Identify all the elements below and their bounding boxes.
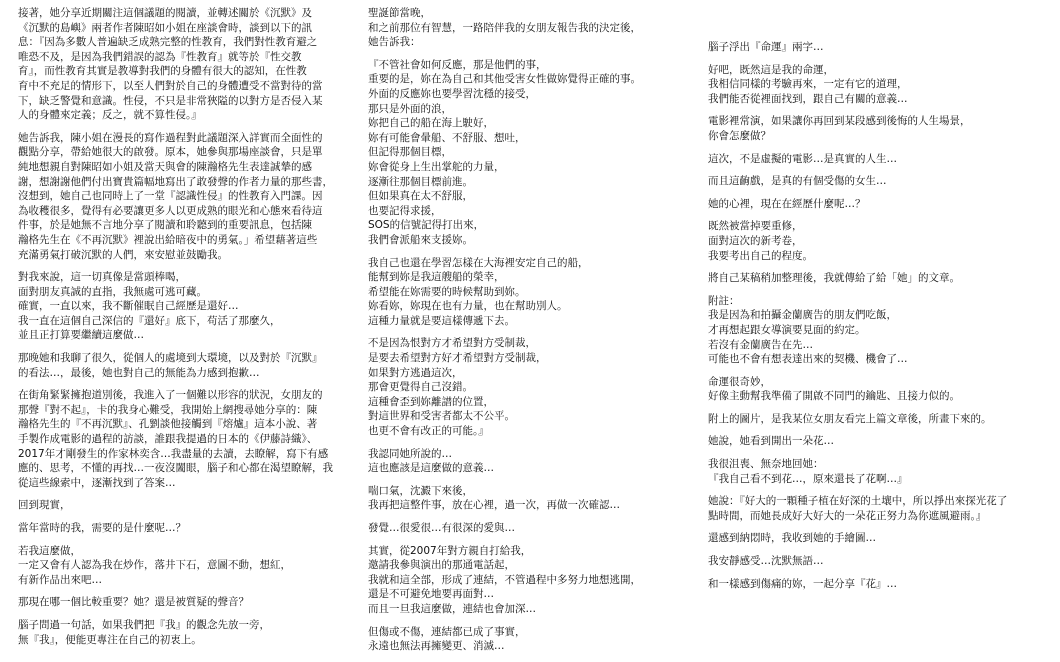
text-line: 好像主動幫我準備了開啟不同門的鑰匙、且接力似的。 [708,390,960,403]
text-line: 但傷或不傷，連結都已成了事實， [368,625,526,638]
paragraph [708,434,1044,449]
text-line: 還感到納悶時，我收到她的手繪圖… [708,532,876,545]
text-line: 這也應該是這麼做的意義… [368,462,494,475]
paragraph [368,625,686,654]
text-line: 妳把自己的船在海上駛好， [368,117,494,130]
text-line: 若沒有金蘭廣告在先… [708,338,813,351]
text-line: 希望能在妳需要的時候幫助到妳。 [368,285,526,298]
text-line: 你會怎麼做？ [708,129,771,142]
paragraph [368,58,686,248]
paragraph [18,351,338,380]
text-line: 命運很奇妙， [708,375,771,388]
text-line: 確實，一直以來，我不斷催眠自己經歷是還好… [18,300,239,313]
text-line: 電影裡常演，如果讓你再回到某段感到後悔的人生場景， [708,115,971,128]
paragraph [708,219,1044,263]
text-line: 瀚格先生在《不再沉默》裡說出給暗夜中的勇氣。」希望藉著這些 [18,233,318,246]
text-line: 我是因為和拍攝金蘭廣告的朋友們吃飯， [708,309,897,322]
text-line: 永遠也無法再擁變更、消滅… [368,640,505,653]
text-line: 育』，而性教育其實是教導對我們的身體有很大的認知，在性教 [18,65,307,78]
text-line: 她說，她看到開出一朵花… [708,435,834,448]
text-line: 我很沮喪、無奈地回她： [708,458,824,471]
text-line: 可能也不會有想表達出來的契機、機會了… [708,353,908,366]
text-line: 在街角緊緊擁抱道別後，我進入了一個難以形容的狀況，女朋友的 [18,389,323,402]
text-line: 的看法…，最後，她也對自己的無能為力感到抱歉… [18,366,260,379]
text-line: 人的身體來定義；反之，就不算性侵。』 [18,109,202,122]
text-line: 喘口氣，沈澱下來後， [368,484,473,497]
text-line: 育中不充足的情形下，以至人們對於自己的身體遭受不當對待的當 [18,79,323,92]
paragraph [18,388,338,490]
text-line: 也更不會有改正的可能。』 [368,425,489,438]
paragraph [708,174,1044,189]
text-line: 我就和這全部，形成了連結，不管過程中多努力地想逃開， [368,573,641,586]
text-line: 我們能否從裡面找到，跟自己有關的意義… [708,92,908,105]
text-line: 我安靜感受…沈默無語… [708,555,824,568]
text-column-left [18,6,338,655]
text-line: 充滿勇氣打破沉默的人們，來安慰並鼓勵我。 [18,248,228,261]
paragraph [368,544,686,617]
paragraph [708,375,1044,404]
text-line: 這次，不是虛擬的電影…是真實的人生… [708,152,897,165]
text-line: 我認同她所說的… [368,447,452,460]
text-line: 對我來說，這一切真像是當頭棒喝， [18,271,186,284]
paragraph [368,484,686,513]
text-line: 不是因為恨對方才希望對方受制裁， [368,337,536,350]
paragraph [368,6,686,50]
paragraph [708,152,1044,167]
text-line: 還是不可避免地要再面對… [368,588,494,601]
text-line: 逐漸往那個目標前進。 [368,175,473,188]
text-line: 聖誕節當晚， [368,7,431,19]
text-line: 那只是外面的浪， [368,102,452,115]
text-line: 其實，從2007年對方親自打給我， [368,544,532,557]
text-line: 重要的是，妳在為自己和其他受害女性做妳覺得正確的事。 [368,73,641,86]
text-line: 她的心裡，現在在經歷什麼呢…？ [708,197,866,210]
text-line: 當年當時的我，需要的是什麼呢…？ [18,522,186,534]
text-line: 她告訴我： [368,36,421,49]
text-line: 謝，想謝謝他們付出寶貴篇幅地寫出了敢發聲的作者力量的那些書， [18,175,333,188]
paragraph [18,6,338,123]
text-line: 外面的反應妳也要學習沈穩的接受， [368,87,536,100]
text-line: 而且一旦我這麼做，連結也會加深… [368,602,536,615]
text-line: 有新作品出來吧… [18,573,102,586]
text-line: 那聲『對不起』，卡的我身心難受，我開始上網搜尋她分享的：陳 [18,403,318,416]
paragraph [708,577,1044,592]
text-line: 是要去希望對方好才希望對方受制裁， [368,352,547,365]
text-line: 對這世界和受害者都太不公平。 [368,410,515,423]
text-line: 那會更覺得自己沒錯。 [368,381,473,394]
paragraph [708,294,1044,367]
text-line: 但記得那個目標， [368,146,452,159]
text-column-right [708,40,1044,599]
text-line: 唯恐不及，是因為我們錯誤的認為『性教育』就等於『性交教 [18,50,302,63]
text-line: 我一直在這個自己深信的『還好』底下，苟活了那麼久， [18,314,281,327]
text-line: 若我這麼做， [18,544,81,557]
text-line: 純地想親自對陳昭如小姐及當天與會的陳瀚格先生表達誠摯的感 [18,160,312,173]
text-line: 點時間，而她長成好大好大的一朵花正努力為你遮風避雨。』 [708,509,987,522]
text-line: 『我自己看不到花…，原來還長了花啊…』 [708,472,908,485]
text-line: 而且這齣戲，是真的有個受傷的女生… [708,175,887,188]
text-line: 沒想到，她自己也同時上了一堂『認識性侵』的性教育入門課。因 [18,190,323,203]
text-line: 回到現實， [18,499,71,512]
paragraph [18,595,338,610]
text-line: 好吧，既然這是我的命運， [708,63,834,76]
text-line: 並且正打算要繼續這麼做… [18,329,144,342]
text-line: 下，缺乏警覺和意識。性侵，不只是非常狹隘的以對方是否侵入某 [18,94,323,107]
text-line: 我自己也還在學習怎樣在大海裡安定自己的船， [368,256,589,269]
text-line: 既然被當掉要重修， [708,220,803,233]
text-line: 接著，她分享近期關注這個議題的閱讀，並轉述關於《沉默》及 [18,7,312,19]
text-line: 手製作成電影的過程的訪談，誰跟我提過的日本的《伊藤詩織》、 [18,433,318,446]
paragraph [708,457,1044,486]
text-line: 她說：『好大的一顆種子植在好深的土壤中，所以掙出來探光花了 [708,495,1008,508]
paragraph [708,197,1044,212]
text-line: 觀點分享，帶給她很大的啟發。原本，她參與那場座談會，只是單 [18,146,323,159]
text-line: 應的、思考，不懂的再找…一夜沒闔眼，腦子和心都在渴望瞭解，我 [18,462,333,475]
text-column-middle [368,6,686,662]
text-line: 妳看妳，妳現在也有力量，也在幫助別人。 [368,300,568,313]
paragraph [708,114,1044,143]
text-line: 才再想起跟女導演要見面的約定。 [708,323,866,336]
text-line: 面對這次的新考卷， [708,234,803,247]
paragraph [368,447,686,476]
paragraph [18,131,338,262]
text-line: 腦子問過一句話，如果我們把『我』的觀念先放一旁， [18,618,270,631]
text-line: 附上的圖片，是我某位女朋友看完上篇文章後，所畫下來的。 [708,412,992,425]
text-line: 也要記得求援， [368,204,442,217]
text-line: 能幫到妳是我這艘船的榮幸， [368,271,505,284]
text-line: 發覺…很愛很…有很深的愛與… [368,522,515,534]
paragraph [708,494,1044,523]
paragraph [18,270,338,343]
text-line: 但如果真在太不舒服， [368,190,473,203]
text-line: 一定又會有人認為我在炒作，落井下石，意圖不動，想紅， [18,559,291,572]
paragraph [708,531,1044,546]
paragraph [368,256,686,329]
text-line: 邀請我參與演出的那通電話起， [368,559,515,572]
paragraph [708,63,1044,107]
text-line: 她告訴我，陳小姐在漫長的寫作過程對此議題深入詳實而全面性的 [18,131,323,144]
paragraph [708,40,1044,55]
text-line: 我再把這整件事，放在心裡，過一次，再做一次確認… [368,499,620,512]
text-line: 我們會派船來支援妳。 [368,233,473,246]
text-line: 附註： [708,294,740,307]
paragraph [18,544,338,588]
text-line: 我要考出自己的程度。 [708,249,813,262]
paragraph [18,498,338,513]
paragraph [368,336,686,438]
text-line: 和一樣感到傷痛的妳，一起分享『花』… [708,577,897,590]
text-line: 如果對方逃過這次， [368,366,463,379]
text-line: 妳有可能會暈船、不舒服、想吐， [368,131,526,144]
paragraph [708,412,1044,427]
text-line: 那晚她和我聊了很久，從個人的處境到大環境，以及對於『沉默』 [18,352,323,365]
text-line: 腦子浮出『命運』兩字… [708,41,824,53]
paragraph [18,618,338,647]
text-line: 件事，於是她無不言地分享了閱讀和聆聽到的重要訊息，包括陳 [18,219,312,232]
text-line: 息：『因為多數人普遍缺乏成熟完整的性教育，我們對性教育避之 [18,36,318,49]
text-line: 將自己某稿稍加整理後，我就傳給了給「她」的文章。 [708,272,960,285]
text-line: 這種會歪到妳離譜的位置， [368,395,494,408]
text-line: 『不管社會如何反應，那是他們的事， [368,58,547,71]
text-line: 和之前那位有智慧，一路陪伴我的女朋友報告我的決定後， [368,21,641,34]
text-line: 瀚格先生的『不再沉默』、孔劉談他接觸到『熔爐』這本小說、著 [18,418,318,431]
text-line: 《沉默的島嶼》兩者作者陳昭如小姐在座談會時，談到以下的訊 [18,21,312,34]
text-line: 那現在哪一個比較重要？她？還是被質疑的聲音？ [18,596,249,609]
text-line: 2017年才剛發生的作家林奕含…我盡量的去讀，去瞭解，寫下有感 [18,447,329,460]
text-line: 面對朋友真誠的直指，我無處可逃可藏。 [18,285,207,298]
paragraph [18,521,338,536]
paragraph [708,271,1044,286]
text-line: 這種力量就是要這樣傳遞下去。 [368,314,515,327]
text-line: 為收穫很多，覺得有必要讓更多人以更成熟的眼光和心態來看待這 [18,204,323,217]
text-line: 從這些線索中，逐漸找到了答案… [18,476,176,489]
text-line: 妳會從身上生出掌舵的力量， [368,160,505,173]
text-line: 無『我』，便能更專注在自己的初衷上。 [18,633,202,646]
paragraph [368,521,686,536]
paragraph [708,554,1044,569]
text-line: SOS的信號記得打出來， [368,219,485,232]
text-line: 我相信同樣的考驗再來，一定有它的道理， [708,78,908,91]
